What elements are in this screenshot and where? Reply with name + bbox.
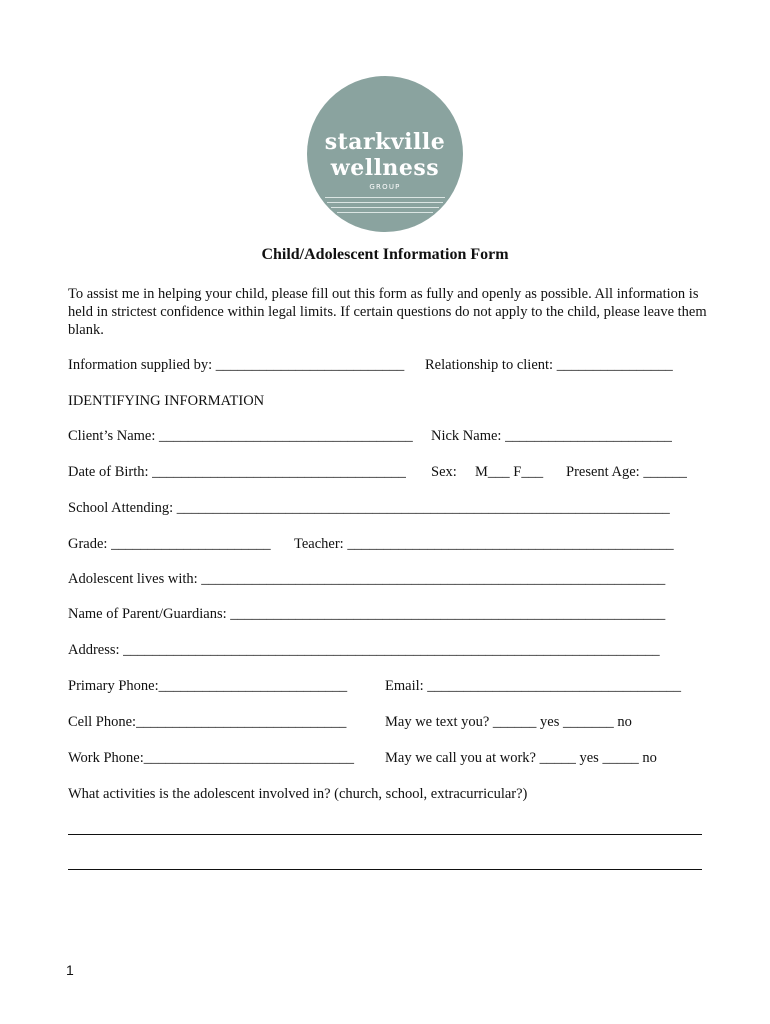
activities-answer-line[interactable] xyxy=(68,869,702,870)
primary-phone-field[interactable]: Primary Phone:__________________________ xyxy=(68,678,348,694)
page-number: 1 xyxy=(66,962,74,978)
logo-stripe xyxy=(337,212,433,213)
sex-options-field[interactable]: M___ F___ xyxy=(475,464,544,480)
logo-word-wellness: wellness xyxy=(330,155,440,181)
work-phone-field[interactable]: Work Phone:_____________________________ xyxy=(68,750,355,766)
grade-field[interactable]: Grade: ______________________ xyxy=(68,536,271,552)
cell-phone-field[interactable]: Cell Phone:_____________________________ xyxy=(68,714,347,730)
present-age-field[interactable]: Present Age: ______ xyxy=(566,464,687,480)
info-supplied-field[interactable]: Information supplied by: __________________________ xyxy=(68,357,405,373)
call-permission-field[interactable]: May we call you at work? _____ yes _____ no xyxy=(385,750,657,766)
nick-name-field[interactable]: Nick Name: _______________________ xyxy=(431,428,672,444)
client-name-field[interactable]: Client’s Name: ___________________________________ xyxy=(68,428,413,444)
logo-word-starkville: starkville xyxy=(324,129,446,155)
logo-stripe xyxy=(325,197,445,198)
form-title: Child/Adolescent Information Form xyxy=(261,246,509,263)
logo-stripe xyxy=(327,202,443,203)
date-of-birth-field[interactable]: Date of Birth: ___________________________________ xyxy=(68,464,406,480)
teacher-field[interactable]: Teacher: _____________________________________________ xyxy=(294,536,674,552)
parent-guardians-field[interactable]: Name of Parent/Guardians: ____________________________________________________________ xyxy=(68,606,666,622)
text-permission-field[interactable]: May we text you? ______ yes _______ no xyxy=(385,714,632,730)
relationship-field[interactable]: Relationship to client: ________________ xyxy=(425,357,673,373)
logo-word-group: GROUP xyxy=(369,183,401,191)
school-attending-field[interactable]: School Attending: ____________________________________________________________________ xyxy=(68,500,670,516)
email-field[interactable]: Email: ___________________________________ xyxy=(385,678,682,694)
address-field[interactable]: Address: __________________________________________________________________________ xyxy=(68,642,660,658)
activities-answer-line[interactable] xyxy=(68,834,702,835)
intro-paragraph: To assist me in helping your child, please fill out this form as fully and openly as possible. All information is held in strictest confidence within legal limits. If certain questions do not apply to the child, please leave them blank. xyxy=(68,286,707,338)
logo-stripe xyxy=(331,207,439,208)
starkville-wellness-logo xyxy=(307,76,463,232)
activities-question: What activities is the adolescent involved in? (church, school, extracurricular?) xyxy=(68,786,528,802)
section-heading-identifying: IDENTIFYING INFORMATION xyxy=(68,393,265,409)
sex-label: Sex: xyxy=(431,464,457,480)
lives-with-field[interactable]: Adolescent lives with: ________________________________________________________________ xyxy=(68,571,666,587)
